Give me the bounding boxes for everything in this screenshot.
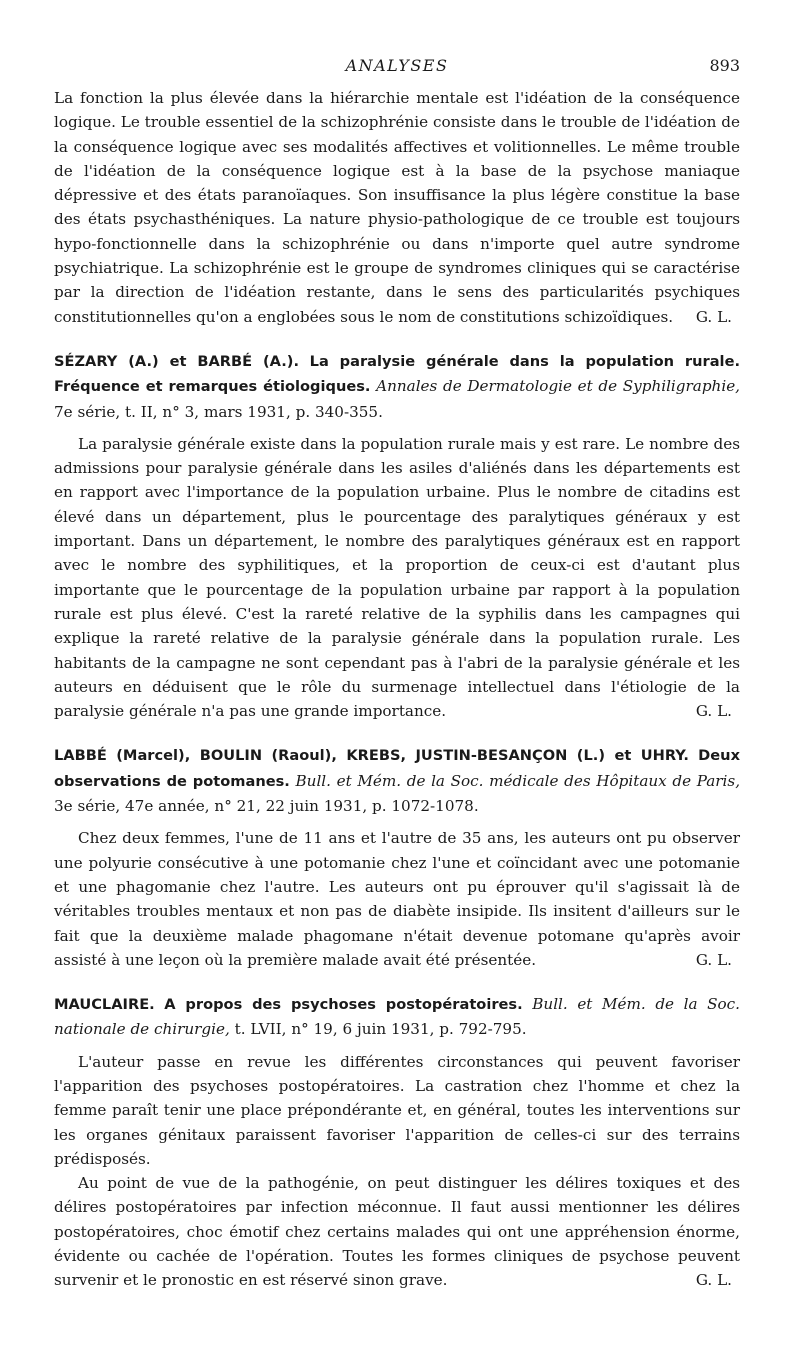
entry-paragraph — [54, 432, 740, 724]
page-number: 893 — [709, 56, 740, 75]
entry-heading — [54, 349, 740, 424]
entry-heading — [54, 992, 740, 1042]
entry-citation: 3e série, 47e année, n° 21, 22 juin 1931, p. 1072-1078. — [54, 797, 479, 816]
signature: G. L. — [695, 307, 732, 326]
entry-citation: 7e série, t. II, n° 3, mars 1931, p. 340-355. — [54, 402, 383, 421]
entry-journal: Bull. et Mém. de la Soc. médicale des Hôpitaux de Paris, — [295, 771, 741, 790]
abstract-entry — [54, 992, 740, 1293]
intro-paragraph — [54, 86, 740, 329]
signature: G. L. — [695, 1271, 732, 1290]
entry-text: Au point de vue de la pathogénie, on peut distinguer les délires toxiques et des délires postopératoires par infection méconnue. Il faut aussi mentionner les délires postopératoires, choc émotif chez certains malades qui ont une appréhension énorme, évidente ou cachée de l'opération. Toutes les formes cliniques de psychose peuvent survenir et le pronostic en est réservé sinon grave. — [54, 1174, 740, 1290]
entry-paragraph — [54, 826, 740, 972]
abstract-entry — [54, 349, 740, 723]
entry-text: La paralysie générale existe dans la population rurale mais y est rare. Le nombre des admissions pour paralysie générale dans les asiles d'aliénés dans les départements est en rapport avec l'importance de la population urbaine. Plus le nombre de citadins est élevé dans un département, plus le pourcentage des paralytiques généraux y est important. Dans un département, le nombre des paralytiques généraux est en rapport avec le nombre des syphilitiques, et la proportion de ceux-ci est d'autant plus importante que le pourcentage de la population urbaine par rapport à la population rurale est plus élevé. C'est la rareté relative de la syphilis dans les campagnes qui explique la rareté relative de la paralysie générale dans la population rurale. Les habitants de la campagne ne sont cependant pas à l'abri de la paralysie générale et les auteurs en déduisent que le rôle du surmenage intellectuel dans l'étiologie de la paralysie générale n'a pas une grande importance. — [54, 434, 740, 721]
entry-text: Chez deux femmes, l'une de 11 ans et l'autre de 35 ans, les auteurs ont pu observer une polyurie consécutive à une potomanie chez l'une et coïncidant avec une potomanie et une phagomanie chez l'autre. Les auteurs ont pu éprouver qu'il s'agissait là de véritables troubles mentaux et non pas de diabète insipide. Ils insitent d'ailleurs sur le fait que la deuxième malade phagomane n'était devenue potomane qu'après avoir assisté à une leçon où la première malade avait été présentée. — [54, 829, 740, 969]
entry-journal: Annales de Dermatologie et de Syphiligraphie, — [376, 377, 741, 396]
entry-authors: SÉZARY (A.) et BARBÉ (A.). — [54, 352, 299, 370]
running-head — [54, 56, 740, 86]
entry-heading — [54, 743, 740, 818]
running-title: ANALYSES — [345, 56, 449, 75]
abstract-entry — [54, 743, 740, 972]
signature: G. L. — [695, 950, 732, 969]
entry-citation: t. LVII, n° 19, 6 juin 1931, p. 792-795. — [234, 1020, 527, 1039]
entry-paragraph — [54, 1050, 740, 1171]
entry-paragraph — [54, 1171, 740, 1292]
signature: G. L. — [695, 702, 732, 721]
page — [54, 56, 740, 1293]
entry-text: L'auteur passe en revue les différentes circonstances qui peuvent favoriser l'apparition des psychoses postopératoires. La castration chez l'homme et chez la femme paraît tenir une place prépondérante et, en général, toutes les interventions sur les organes génitaux paraissent favoriser l'apparition de celles-ci sur des terrains prédisposés. — [54, 1052, 740, 1168]
entry-authors: MAUCLAIRE. — [54, 996, 155, 1014]
entry-authors: LABBÉ (Marcel), BOULIN (Raoul), KREBS, JUSTIN-BESANÇON (L.) et UHRY. — [54, 747, 689, 765]
entry-title: La paralysie générale dans la population rurale. Fréquence et remarques étiologiques. — [54, 352, 741, 396]
intro-text: La fonction la plus élevée dans la hiérarchie mentale est l'idéation de la conséquence logique. Le trouble essentiel de la schizophrénie consiste dans le trouble de l'idéation de la conséquence logique avec ses modalités affectives et volitionnelles. Le même trouble de l'idéation de la conséquence logique est à la base de la psychose maniaque dépressive et des états paranoïaques. Son insuffisance la plus légère constitue la base des états psychasthéniques. La nature physio-pathologique de ce trouble est toujours hypo-fonctionnelle dans la schizophrénie ou dans n'importe quel autre syndrome psychiatrique. La schizophrénie est le groupe de syndromes cliniques qui se caractérise par la direction de l'idéation restante, dans le sens des particularités psychiques constitutionnelles qu'on a englobées sous le nom de constitutions schizoïdiques. — [54, 89, 740, 326]
entry-journal: Bull. et Mém. de la Soc. nationale de chirurgie, — [54, 995, 741, 1039]
entry-title: Deux observations de potomanes. — [54, 747, 740, 790]
entry-title: A propos des psychoses postopératoires. — [164, 996, 523, 1014]
